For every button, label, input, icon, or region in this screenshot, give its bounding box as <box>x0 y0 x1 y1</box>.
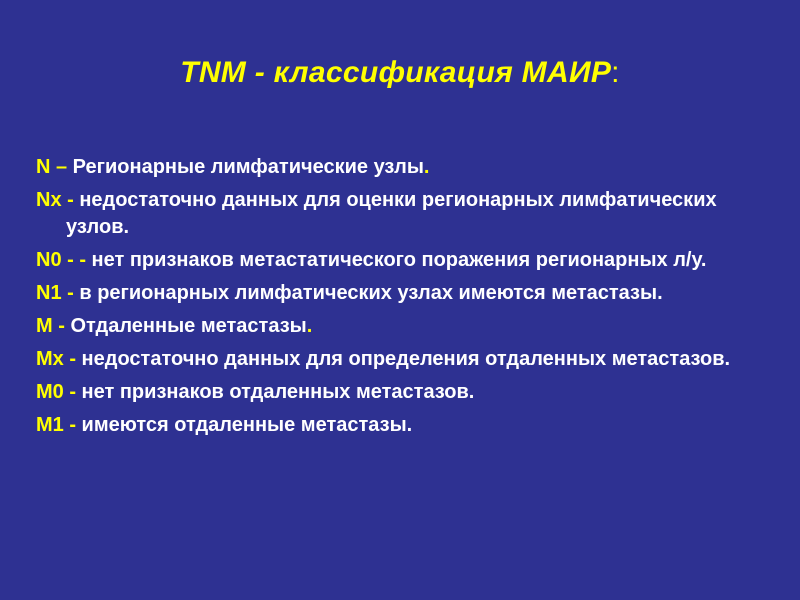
item-code: Nx - <box>36 189 74 211</box>
slide-title-colon: : <box>611 56 620 89</box>
list-item-nx <box>36 187 776 241</box>
item-code: N1 - <box>36 282 74 304</box>
item-period: . <box>423 156 430 178</box>
item-description: недостаточно данных для оценки регионарных лимфатических узлов. <box>66 189 717 238</box>
list-item-n <box>36 154 776 181</box>
item-code: N – <box>36 156 68 178</box>
item-code: Mx - <box>36 348 76 370</box>
item-description: Отдаленные метастазы <box>64 315 307 337</box>
item-description: недостаточно данных для определения отдаленных метастазов. <box>76 348 731 370</box>
item-description: в регионарных лимфатических узлах имеются метастазы. <box>73 282 663 304</box>
list-item-m <box>36 313 776 340</box>
item-description: нет признаков метастатического поражения регионарных л/у. <box>86 249 707 271</box>
item-code: M1 - <box>36 414 76 436</box>
list-item-n0 <box>36 247 776 274</box>
slide-title-text: TNM - классификация МАИР <box>180 56 612 89</box>
list-item-mx <box>36 346 776 373</box>
list-item-m0 <box>36 379 776 406</box>
list-item-n1 <box>36 280 776 307</box>
slide-title <box>0 56 800 90</box>
item-description: Регионарные лимфатические узлы <box>67 156 424 178</box>
list-item-m1 <box>36 412 776 439</box>
item-description: имеются отдаленные метастазы. <box>76 414 413 436</box>
item-code: N0 - - <box>36 249 86 271</box>
item-code: M - <box>36 315 65 337</box>
item-period: . <box>306 315 313 337</box>
item-code: M0 - <box>36 381 76 403</box>
classification-list <box>36 154 776 445</box>
item-description: нет признаков отдаленных метастазов. <box>76 381 475 403</box>
